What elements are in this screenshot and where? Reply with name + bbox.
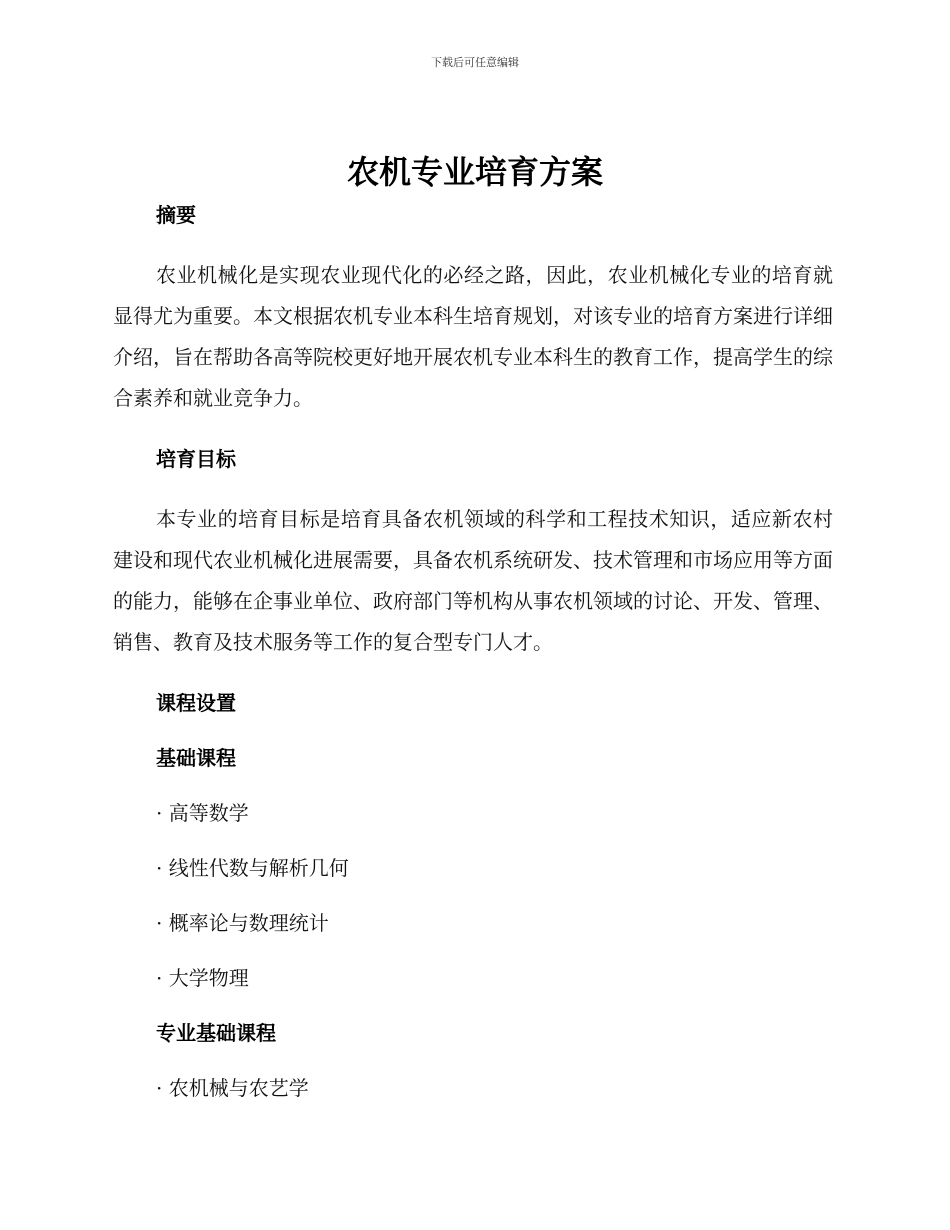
professional-basic-courses-heading: 专业基础课程	[156, 1021, 276, 1045]
list-item: · 线性代数与解析几何	[156, 856, 349, 880]
goal-paragraph: 本专业的培育目标是培育具备农机领域的科学和工程技术知识，适应新农村建设和现代农业机械化进展需要，具备农机系统研发、技术管理和市场应用等方面的能力，能够在企事业单位、政府部门等机构从事农机领域的讨论、开发、管理、销售、教育及技术服务等工作的复合型专门人才。	[113, 507, 833, 654]
document-body	[113, 200, 833, 1103]
list-item: · 概率论与数理统计	[156, 911, 329, 935]
basic-courses-heading: 基础课程	[156, 746, 236, 770]
header-note: 下载后可任意编辑	[431, 56, 519, 69]
courses-heading: 课程设置	[156, 691, 236, 715]
abstract-heading: 摘要	[156, 203, 196, 227]
goal-heading: 培育目标	[156, 447, 236, 471]
abstract-paragraph: 农业机械化是实现农业现代化的必经之路，因此，农业机械化专业的培育就显得尤为重要。本文根据农机专业本科生培育规划，对该专业的培育方案进行详细介绍，旨在帮助各高等院校更好地开展农机专业本科生的教育工作，提高学生的综合素养和就业竞争力。	[113, 263, 833, 410]
list-item: · 高等数学	[156, 801, 249, 825]
page-title: 农机专业培育方案	[346, 153, 603, 191]
list-item: · 大学物理	[156, 966, 249, 990]
list-item: · 农机械与农艺学	[156, 1076, 309, 1100]
